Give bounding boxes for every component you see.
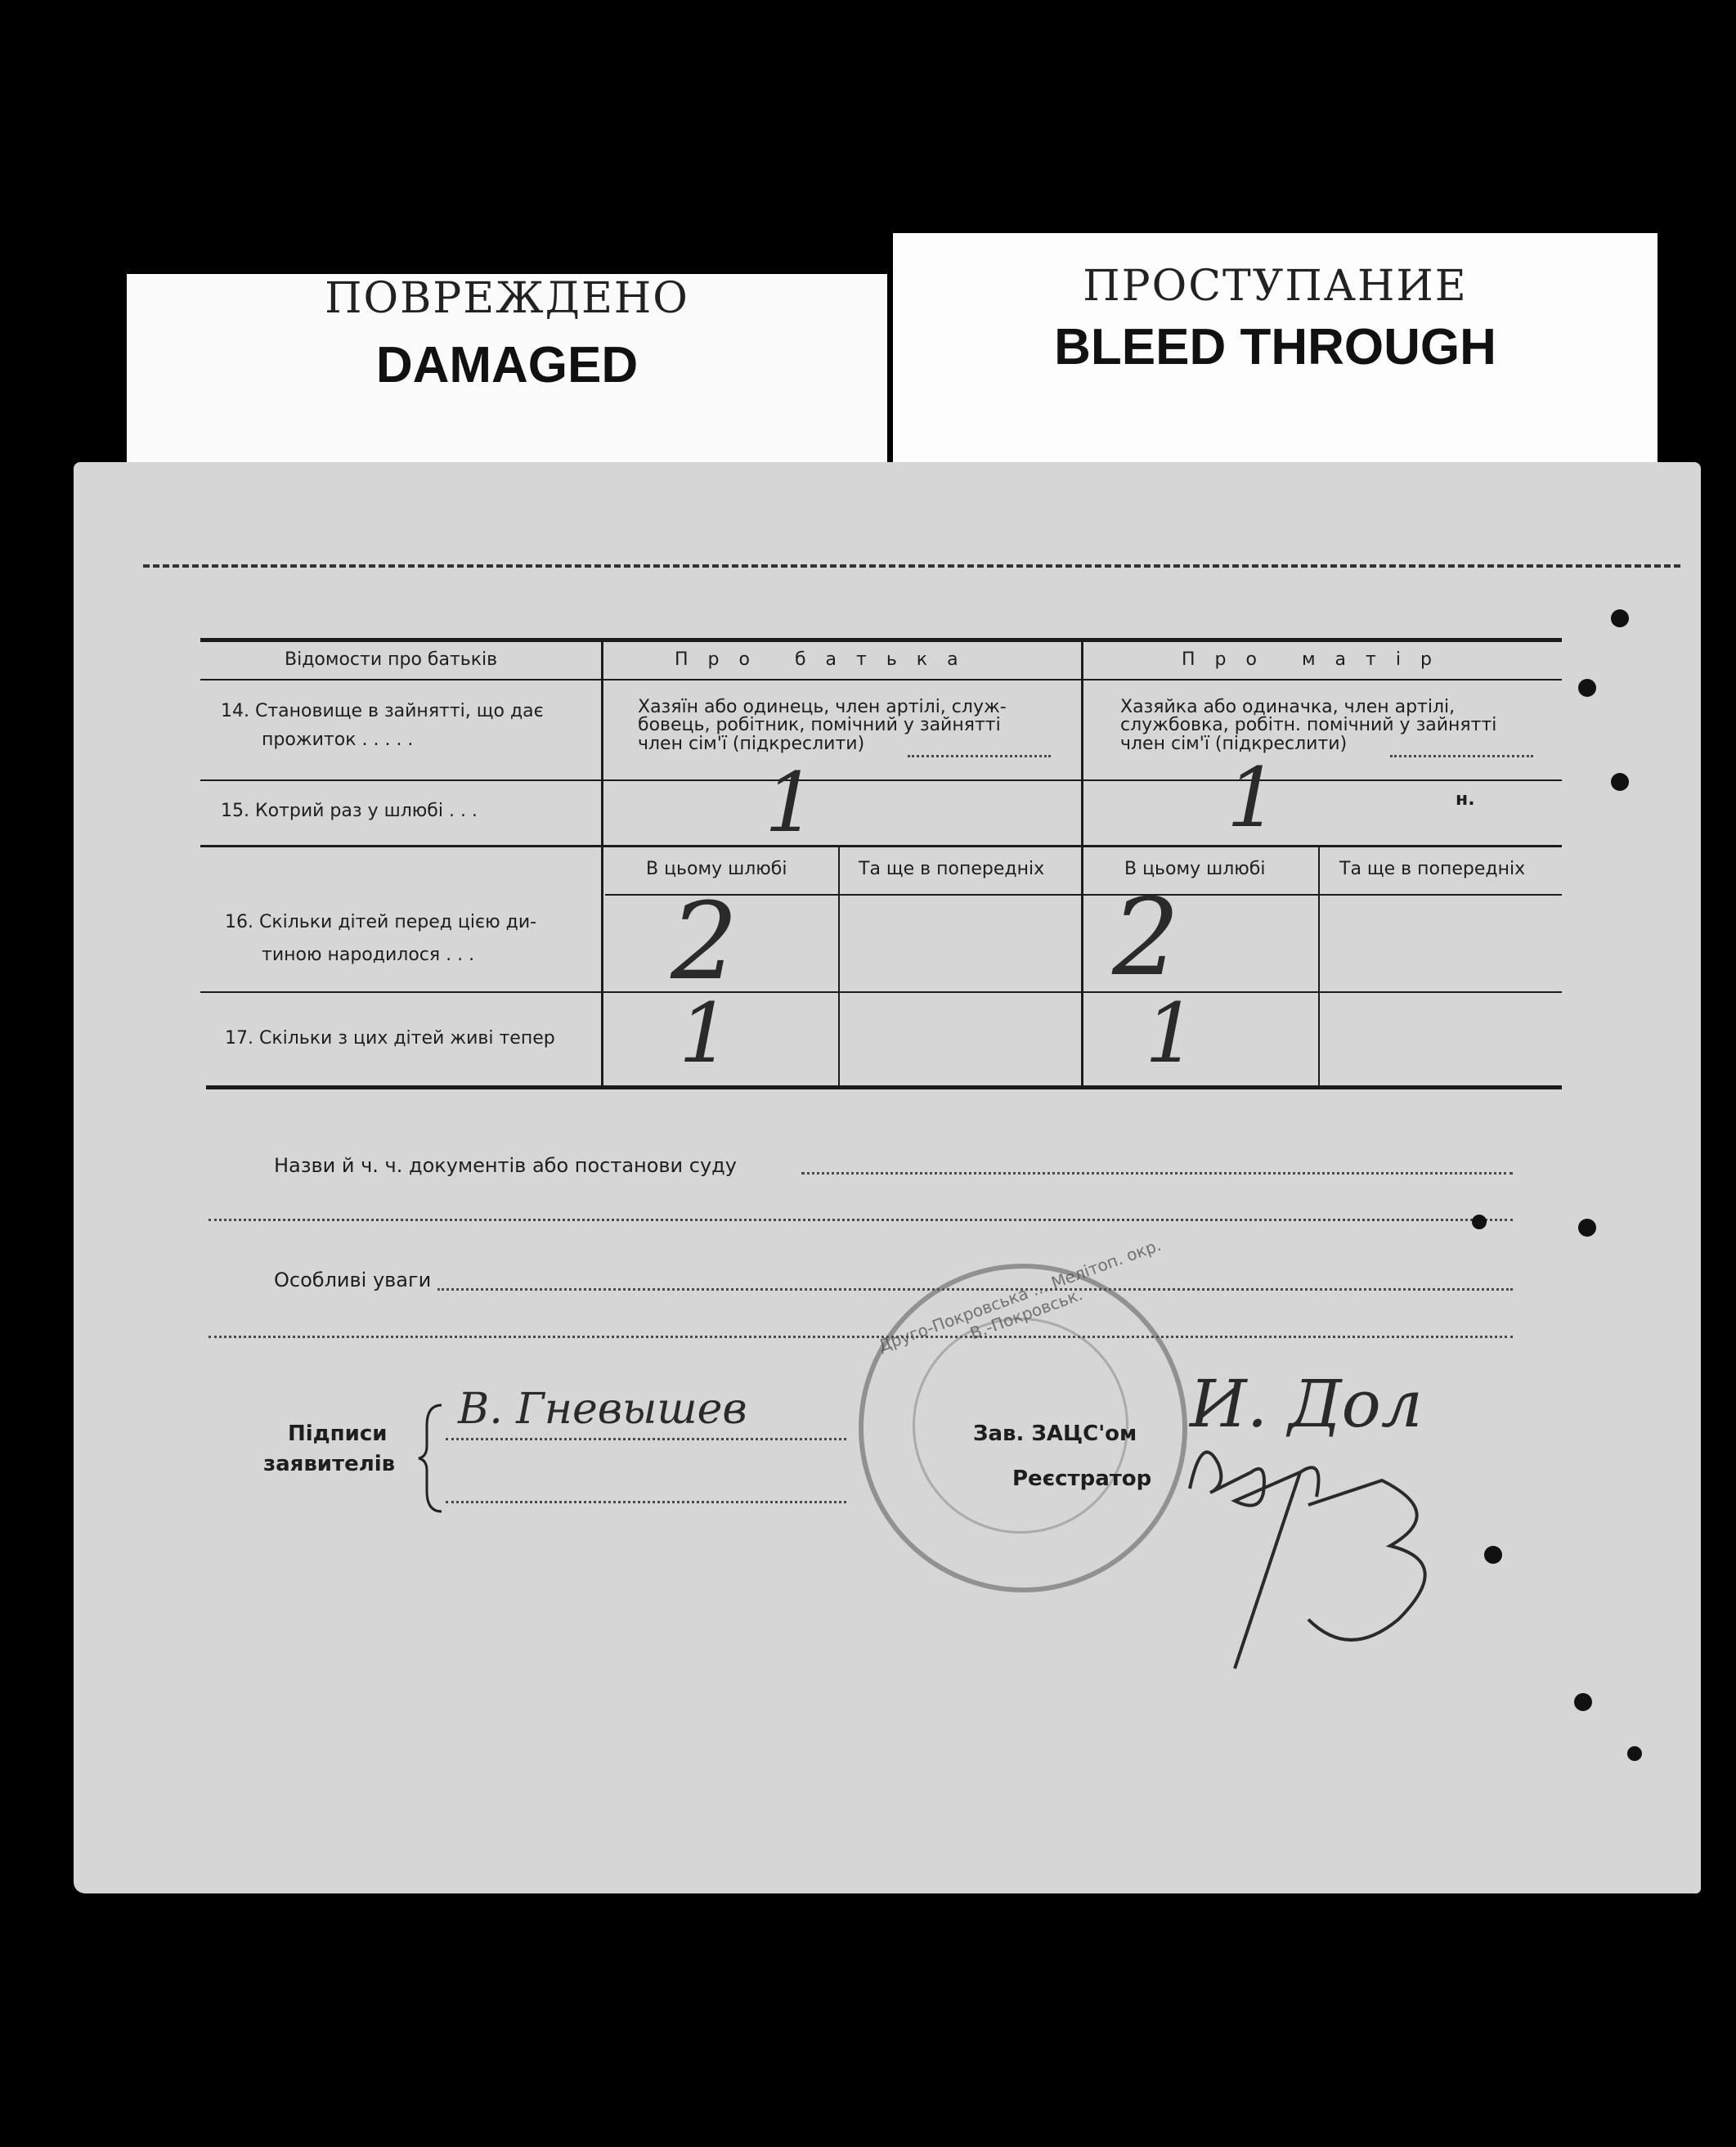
header-rule	[200, 679, 1562, 680]
applicant-signature: В. Гневышев	[458, 1385, 747, 1434]
row17-label: 17. Скільки з цих дітей живі тепер	[225, 1028, 555, 1049]
father-this-marriage-header: В цьому шлюбі	[646, 859, 787, 879]
damaged-label-card	[127, 274, 887, 474]
mother-previous-header: Та ще в попередніх	[1339, 859, 1526, 879]
row14-father-dotline	[908, 755, 1051, 757]
row16-father-value: 2	[671, 879, 738, 1004]
punch-hole	[1578, 679, 1596, 697]
row17-father-value: 1	[679, 986, 731, 1081]
head-signature: И. Дол	[1190, 1366, 1423, 1442]
applicant-dotline-1	[446, 1438, 846, 1440]
col-divider-mother-sub	[1318, 847, 1320, 1088]
row16-label-cont: тиною народилося . . .	[262, 945, 475, 965]
col-divider-1	[601, 638, 603, 1088]
table-bottom-rule	[206, 1085, 1562, 1089]
row14-mother-line3: член сім'ї (підкреслити)	[1120, 734, 1348, 754]
documents-dotline-1	[801, 1172, 1513, 1175]
stamp-text: Друго-Покровська ... Мелітоп. окр. В.-Покровськ.	[875, 1234, 1164, 1356]
remarks-label: Особливі уваги	[274, 1269, 432, 1291]
signatures-label-cont: заявителів	[263, 1452, 396, 1476]
col-divider-2	[1081, 638, 1083, 1088]
table-top-rule	[200, 638, 1562, 642]
documents-dotline-2	[209, 1219, 1513, 1221]
header-about-father: Про батька	[675, 649, 978, 670]
damaged-label-ru: ПОВРЕЖДЕНО	[325, 274, 689, 323]
row15-rule	[200, 845, 1562, 847]
header-parents-info: Відомости про батьків	[285, 649, 498, 670]
row15-label: 15. Котрий раз у шлюбі . . .	[221, 801, 478, 821]
signature-brace	[417, 1401, 450, 1516]
perforation-line	[143, 564, 1680, 568]
signatures-label: Підписи	[288, 1422, 388, 1446]
row14-mother-dotline	[1390, 755, 1533, 757]
punch-hole	[1472, 1215, 1487, 1229]
row14-label-cont: прожиток . . . . .	[262, 730, 414, 750]
row15-note: н.	[1456, 789, 1475, 810]
row15-father-value: 1	[765, 755, 817, 851]
subheader-rule	[605, 894, 1562, 896]
header-about-mother: Про матір	[1182, 649, 1451, 670]
punch-hole	[1611, 609, 1629, 627]
bleed-through-label-ru: ПРОСТУПАНИЕ	[1083, 262, 1468, 311]
registrar-label: Реєстратор	[1012, 1467, 1152, 1491]
row14-rule	[200, 779, 1562, 781]
row17-mother-value: 1	[1145, 986, 1197, 1081]
punch-hole	[1578, 1219, 1596, 1237]
remarks-dotline-2	[209, 1336, 1513, 1338]
row14-mother-line1: Хазяйка або одиначка, член артілі,	[1120, 697, 1456, 717]
punch-hole	[1627, 1746, 1642, 1761]
row16-mother-value: 2	[1112, 875, 1180, 999]
damaged-label-en: DAMAGED	[375, 337, 639, 393]
head-of-registry-label: Зав. ЗАЦС'ом	[973, 1422, 1137, 1446]
row14-father-line3: член сім'ї (підкреслити)	[638, 734, 865, 754]
registrar-signature	[1186, 1423, 1529, 1677]
bleed-through-label-en: BLEED THROUGH	[1054, 319, 1496, 375]
mother-this-marriage-header: В цьому шлюбі	[1124, 859, 1266, 879]
documents-label: Назви й ч. ч. документів або постанови суду	[274, 1154, 737, 1177]
punch-hole	[1574, 1693, 1592, 1711]
document-sheet	[74, 462, 1701, 1893]
col-divider-father-sub	[838, 847, 840, 1088]
bleed-through-label-card	[893, 233, 1657, 474]
applicant-dotline-2	[446, 1501, 846, 1503]
row15-mother-value: 1	[1227, 750, 1279, 846]
punch-hole	[1611, 773, 1629, 791]
row14-father-line2: бовець, робітник, помічний у зайнятті	[638, 715, 1001, 735]
father-previous-header: Та ще в попередніх	[859, 859, 1045, 879]
row14-mother-line2: службовка, робітн. помічний у зайнятті	[1120, 715, 1497, 735]
row14-label: 14. Становище в зайнятті, що дає	[221, 701, 544, 721]
row16-label: 16. Скільки дітей перед цією ди-	[225, 912, 537, 932]
punch-hole	[1484, 1546, 1502, 1564]
row14-father-line1: Хазяїн або одинець, член артілі, служ-	[638, 697, 1007, 717]
row16-rule	[200, 991, 1562, 993]
